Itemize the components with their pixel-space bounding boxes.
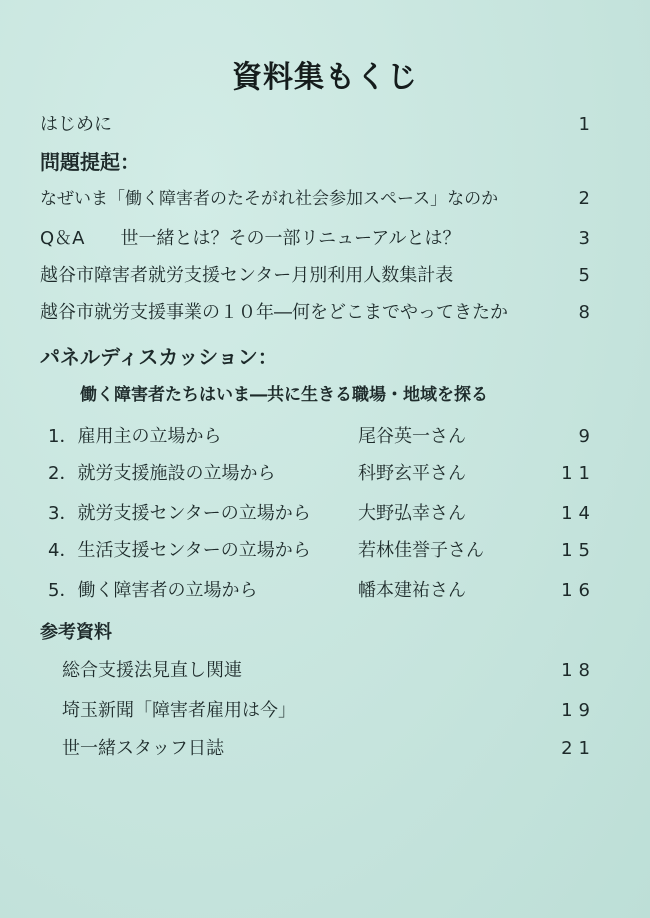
- entry-label: 1．雇用主の立場から: [48, 426, 222, 447]
- panel-theme: 働く障害者たちはいま―共に生きる職場・地域を探る: [80, 385, 488, 405]
- speaker-name: 尾谷英一さん: [358, 426, 466, 447]
- page-title: 資料集もくじ: [232, 60, 418, 95]
- section-heading: パネルディスカッション：: [40, 345, 278, 369]
- toc-entry: [0, 534, 650, 568]
- page-number: 19: [561, 700, 596, 721]
- entry-label: 越谷市障害者就労支援センター月別利用人数集計表: [40, 265, 454, 286]
- toc-entry-intro: [0, 108, 650, 142]
- page-number: 2: [578, 188, 596, 209]
- page-number: 5: [578, 265, 596, 286]
- toc-entry: [0, 732, 650, 766]
- entry-label: 総合支援法見直し関連: [62, 660, 242, 681]
- entry-label: 越谷市就労支援事業の１０年―何をどこまでやってきたか: [40, 302, 508, 323]
- page-number: 1: [578, 114, 596, 135]
- section-heading-mondai: [0, 145, 650, 179]
- entry-label: 埼玉新聞「障害者雇用は今」: [62, 700, 296, 721]
- speaker-name: 科野玄平さん: [358, 463, 466, 484]
- page-number: 21: [561, 738, 596, 759]
- toc-entry: [0, 574, 650, 608]
- section-heading: 参考資料: [40, 622, 112, 643]
- page-number: 9: [578, 426, 596, 447]
- speaker-name: 大野弘幸さん: [358, 503, 466, 524]
- entry-label: 4．生活支援センターの立場から: [48, 540, 311, 561]
- toc-entry: [0, 654, 650, 688]
- entry-label: Q＆A 世一緒とは？その一部リニューアルとは？: [40, 228, 461, 249]
- entry-label: なぜいま「働く障害者のたそがれ社会参加スペース」なのか: [40, 189, 499, 209]
- page-number: 3: [578, 228, 596, 249]
- toc-entry: [0, 259, 650, 293]
- entry-label: 2．就労支援施設の立場から: [48, 463, 276, 484]
- section-heading: 問題提起：: [40, 150, 140, 174]
- entry-label: 3．就労支援センターの立場から: [48, 503, 311, 524]
- toc-entry: [0, 497, 650, 531]
- toc-entry: [0, 222, 650, 256]
- page-number: 15: [561, 540, 596, 561]
- entry-label: はじめに: [40, 114, 112, 135]
- page-number: 14: [561, 503, 596, 524]
- panel-subheading: [0, 378, 650, 412]
- toc-entry: [0, 182, 650, 216]
- toc-entry: [0, 296, 650, 330]
- entry-label: 5．働く障害者の立場から: [48, 580, 258, 601]
- page-number: 8: [578, 302, 596, 323]
- speaker-name: 幡本建祐さん: [358, 580, 466, 601]
- page-number: 18: [561, 660, 596, 681]
- section-heading-sanko: [0, 616, 650, 650]
- speaker-name: 若林佳誉子さん: [358, 540, 484, 561]
- toc-entry: [0, 457, 650, 491]
- toc-entry: [0, 694, 650, 728]
- section-heading-panel: [0, 340, 650, 374]
- entry-label: 世一緒スタッフ日誌: [62, 738, 224, 759]
- page-number: 16: [561, 580, 596, 601]
- toc-entry: [0, 420, 650, 454]
- page-number: 11: [561, 463, 596, 484]
